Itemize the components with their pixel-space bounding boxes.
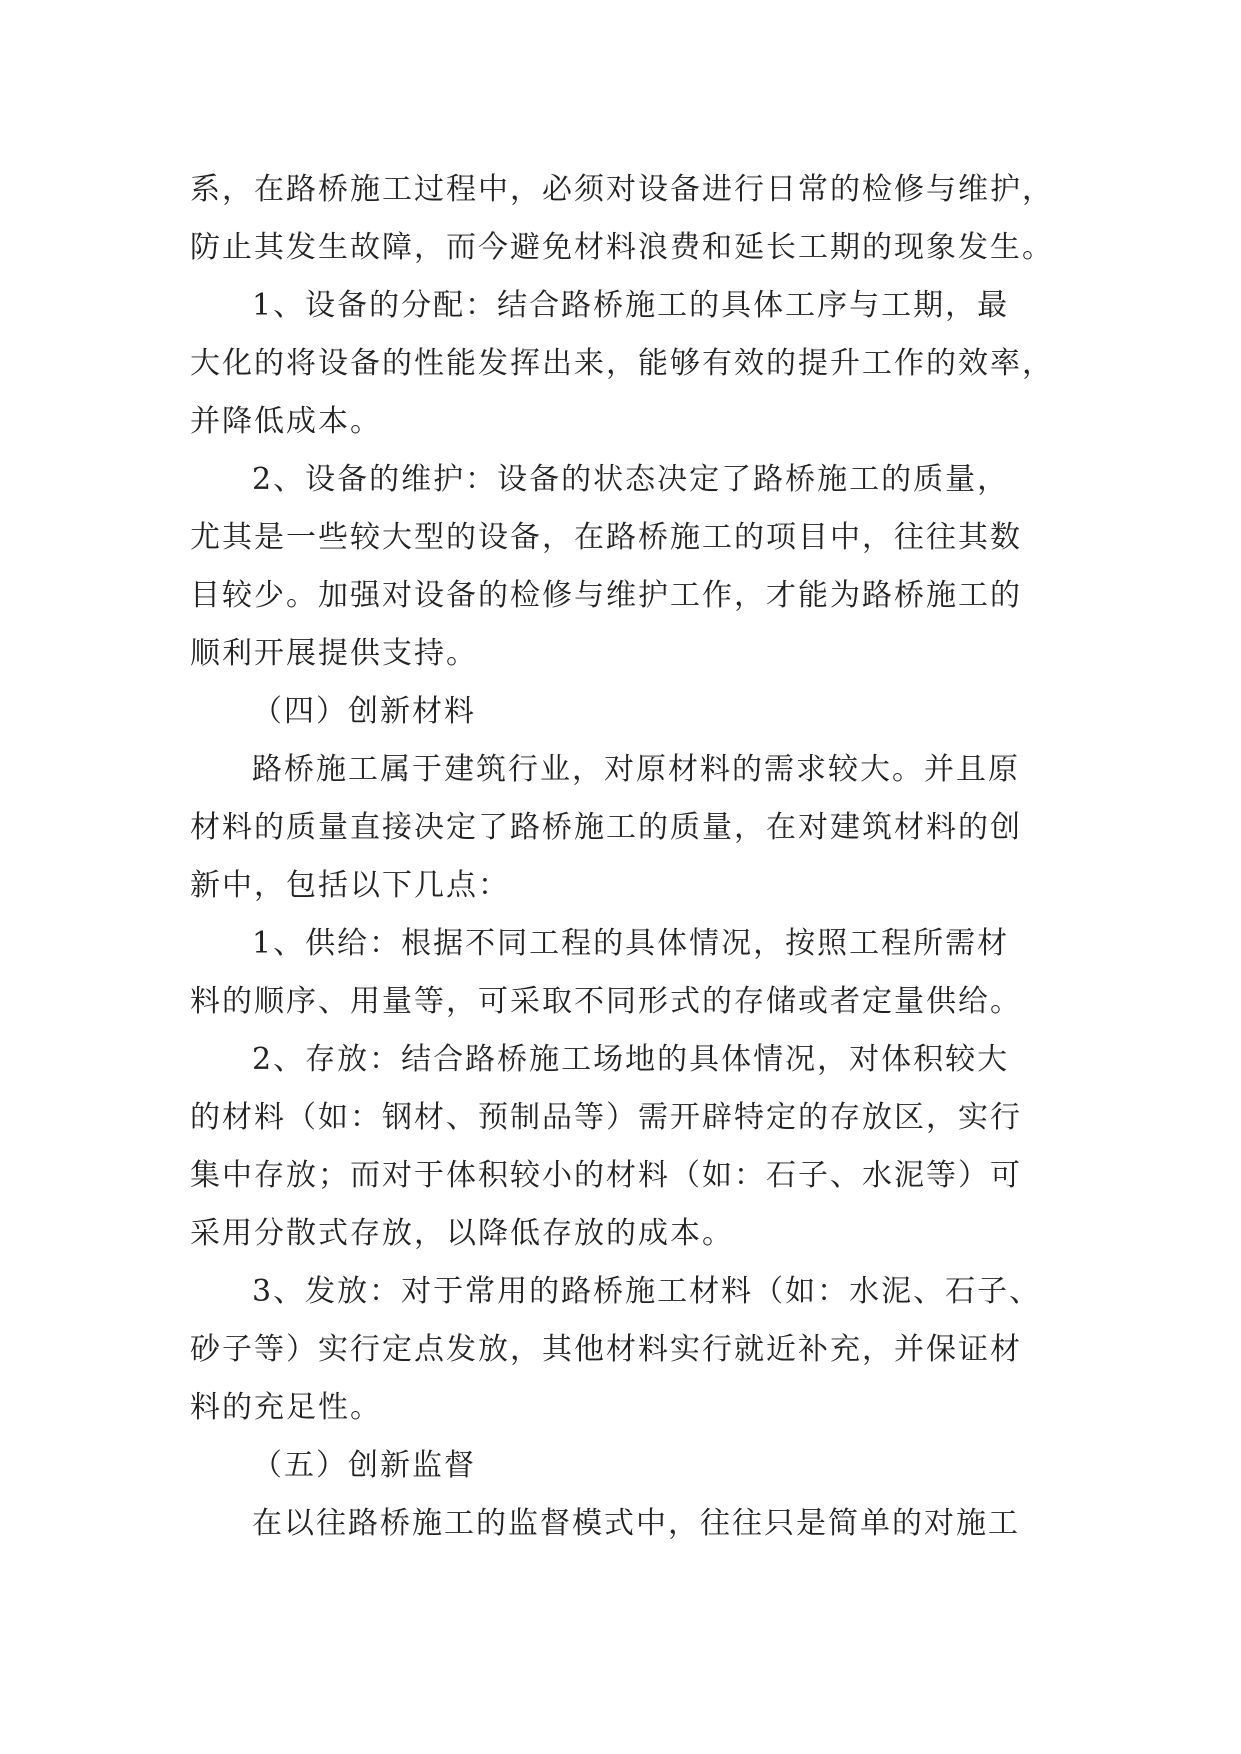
text-line: 的材料（如：钢材、预制品等）需开辟特定的存放区，实行	[190, 1100, 1022, 1135]
text-line: 并降低成本。	[190, 404, 382, 439]
text-line: 料的充足性。	[190, 1390, 382, 1425]
text-line: 材料的质量直接决定了路桥施工的质量，在对建筑材料的创	[190, 810, 1022, 845]
text-line: 砂子等）实行定点发放，其他材料实行就近补充，并保证材	[190, 1332, 1022, 1367]
text-line: 顺利开展提供支持。	[190, 636, 478, 671]
text-line: 防止其发生故障，而今避免材料浪费和延长工期的现象发生。	[190, 230, 1054, 265]
text-line: 2、设备的维护：设备的状态决定了路桥施工的质量，	[252, 462, 1010, 497]
text-line: 目较少。加强对设备的检修与维护工作，才能为路桥施工的	[190, 578, 1022, 613]
text-line: 新中，包括以下几点：	[190, 868, 510, 903]
text-line: 系，在路桥施工过程中，必须对设备进行日常的检修与维护，	[190, 172, 1054, 207]
text-line: 采用分散式存放，以降低存放的成本。	[190, 1216, 734, 1251]
section-heading: （五）创新监督	[252, 1448, 476, 1483]
text-line: 路桥施工属于建筑行业，对原材料的需求较大。并且原	[252, 752, 1020, 787]
text-line: 大化的将设备的性能发挥出来，能够有效的提升工作的效率，	[190, 346, 1054, 381]
section-heading: （四）创新材料	[252, 694, 476, 729]
text-line: 尤其是一些较大型的设备，在路桥施工的项目中，往往其数	[190, 520, 1022, 555]
text-line: 料的顺序、用量等，可采取不同形式的存储或者定量供给。	[190, 984, 1022, 1019]
text-line: 2、存放：结合路桥施工场地的具体情况，对体积较大	[252, 1042, 1010, 1077]
text-line: 集中存放；而对于体积较小的材料（如：石子、水泥等）可	[190, 1158, 1022, 1193]
text-line: 在以往路桥施工的监督模式中，往往只是简单的对施工	[252, 1506, 1020, 1541]
text-line: 3、发放：对于常用的路桥施工材料（如：水泥、石子、	[252, 1274, 1042, 1309]
text-line: 1、供给：根据不同工程的具体情况，按照工程所需材	[252, 926, 1010, 961]
text-line: 1、设备的分配：结合路桥施工的具体工序与工期，最	[252, 288, 1010, 323]
